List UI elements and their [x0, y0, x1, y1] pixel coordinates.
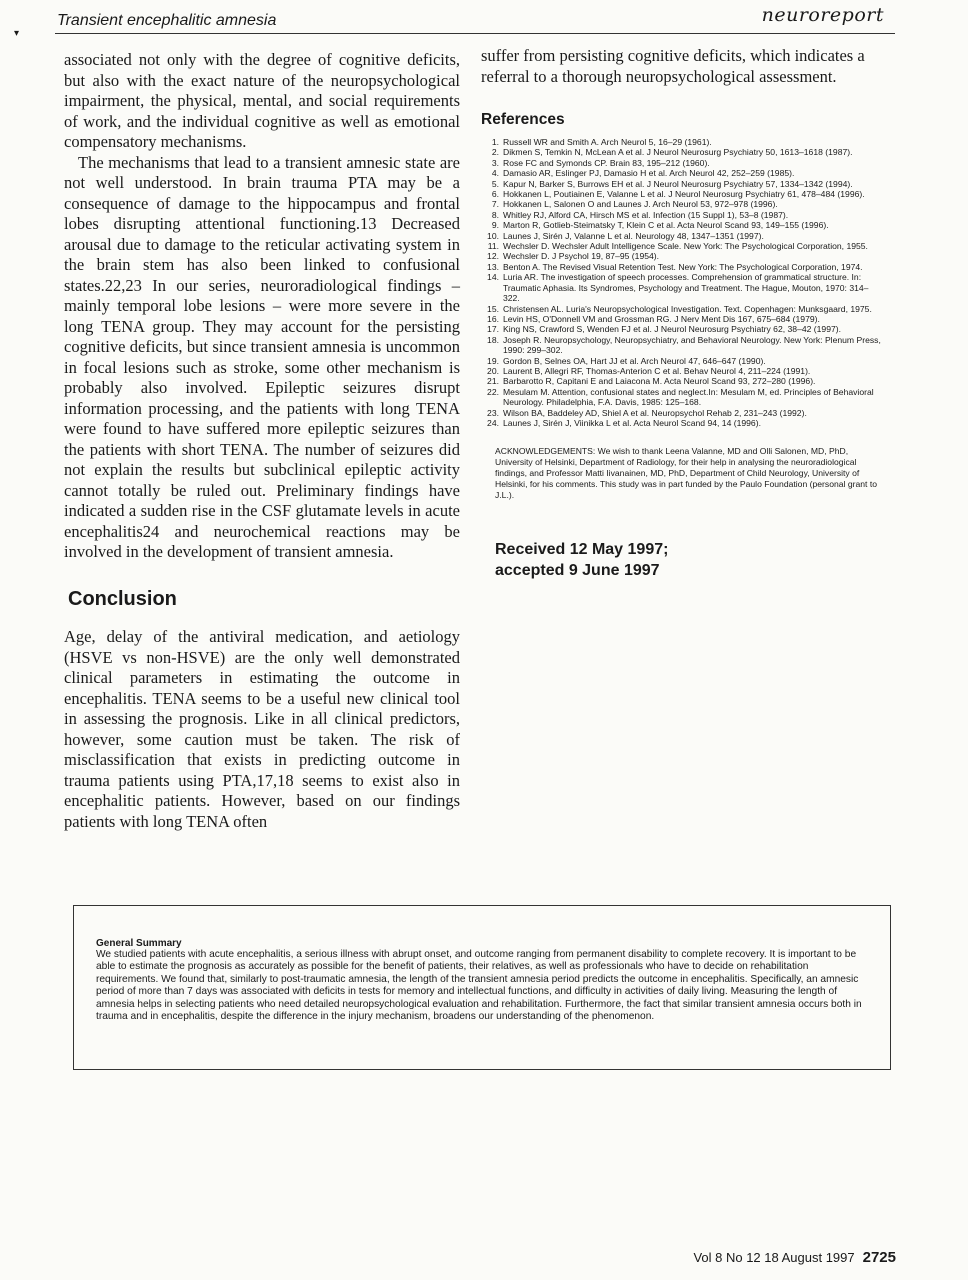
received-dates: [495, 539, 881, 581]
reference-text: Christensen AL. Luria's Neuropsychological Investigation. Text. Copenhagen: Munksgaard, 1975.: [503, 303, 872, 314]
left-column: [64, 50, 460, 832]
reference-number: 8.: [491, 209, 499, 220]
paragraph-2: The mechanisms that lead to a transient amnesic state are not well understood. In brain trauma PTA may be a consequence of damage to the hippocampus and frontal lobes disrupting attentional functioning.13 Decreased arousal due to damage to the reticular activating system in the brain stem has also been linked to confusional states.22,23 In our series, neuroradiological findings – mainly temporal lobe lesions – were more severe in the long TENA group. They may account for the persisting cognitive deficits, but since transient amnesia is uncommon in focal lesions such as stroke, some other mechanism is probably also involved. Epileptic seizures disrupt information processing, and the patients with long TENA were found to have suffered more epileptic seizures than the patients with short TENA. The number of seizures did not explain the results but subclinical epileptic activity cannot totally be ruled out. Preliminary findings have indicated a sudden rise in the CSF glutamate levels in acute encephalitis24 and neurochemical reactions may be involved in the development of transient amnesia.: [64, 152, 460, 561]
paragraph-1: associated not only with the degree of cognitive deficits, but also with the exact nature of the neuropsychological impairment, the physical, mental, and social requirements of work, and the individual cognitive as well as emotional compensatory mechanisms.: [64, 50, 460, 151]
reference-text: Joseph R. Neuropsychology, Neuropsychiatry, and Behavioral Neurology. New York: Plenum Press, 1990: 299–302.: [503, 334, 881, 356]
reference-item: [481, 137, 881, 147]
reference-item: [481, 147, 881, 157]
reference-text: Russell WR and Smith A. Arch Neurol 5, 16–29 (1961).: [503, 137, 712, 147]
reference-text: Damasio AR, Eslinger PJ, Damasio H et al. Arch Neurol 42, 252–259 (1985).: [503, 168, 795, 179]
reference-text: Laurent B, Allegri RF, Thomas-Anterion C et al. Behav Neurol 4, 211–224 (1991).: [503, 365, 811, 376]
general-summary-box: [73, 905, 891, 1070]
reference-list: [481, 137, 881, 428]
reference-number: 14.: [487, 272, 499, 283]
reference-number: 18.: [487, 334, 499, 345]
summary-heading: General Summary: [96, 938, 182, 949]
reference-item: [481, 324, 881, 334]
reference-number: 11.: [487, 241, 499, 252]
reference-item: [481, 241, 881, 251]
reference-number: 12.: [487, 251, 499, 262]
reference-item: [481, 189, 881, 199]
header-rule: [55, 33, 895, 34]
reference-text: Wechsler D. Wechsler Adult Intelligence Scale. New York: The Psychological Corporation, 1955.: [503, 241, 868, 252]
reference-text: Hokkanen L, Poutiainen E, Valanne L et al. J Neurol Neurosurg Psychiatry 61, 478–484 (1996).: [503, 189, 865, 200]
reference-number: 24.: [487, 417, 499, 428]
reference-number: 21.: [487, 376, 499, 387]
reference-item: [481, 376, 881, 386]
reference-number: 5.: [491, 178, 499, 189]
acknowledgements: ACKNOWLEDGEMENTS: We wish to thank Leena Valanne, MD and Olli Salonen, MD, PhD, University of Helsinki, Department of Radiology, for their help in analysing the neuroradiological findings, and Professor Matti Iivanainen, MD, PhD, Department of Child Neurology, University of Helsinki, for his comments. This study was in part funded by the Paulo Foundation (personal grant to J.L.).: [495, 446, 877, 501]
reference-number: 20.: [487, 365, 499, 376]
reference-item: [481, 408, 881, 418]
reference-number: 23.: [487, 407, 499, 418]
reference-item: [481, 366, 881, 376]
reference-item: [481, 168, 881, 178]
reference-number: 2.: [491, 147, 499, 158]
accepted-date: accepted 9 June 1997: [495, 562, 660, 580]
reference-text: Rose FC and Symonds CP. Brain 83, 195–212 (1960).: [503, 157, 710, 168]
received-date: Received 12 May 1997;: [495, 541, 669, 559]
reference-text: Kapur N, Barker S, Burrows EH et al. J Neurol Neurosurg Psychiatry 57, 1334–1342 (1994).: [503, 178, 853, 189]
reference-text: Gordon B, Selnes OA, Hart JJ et al. Arch Neurol 47, 646–647 (1990).: [503, 355, 766, 366]
reference-item: [481, 220, 881, 230]
reference-text: Wechsler D. J Psychol 19, 87–95 (1954).: [503, 251, 660, 262]
reference-item: [481, 304, 881, 314]
reference-number: 1.: [491, 137, 499, 147]
reference-text: Wilson BA, Baddeley AD, Shiel A et al. Neuropsychol Rehab 2, 231–243 (1992).: [503, 407, 807, 418]
reference-text: Luria AR. The investigation of speech processes. Comprehension of grammatical structure. In: Traumatic Aphasia. Its Syndromes, Psychology and Treatment. The Hague, Mouton, 1970: 314–322.: [503, 272, 869, 304]
running-title: Transient encephalitic amnesia: [57, 12, 277, 29]
reference-text: Mesulam M. Attention, confusional states and neglect.In: Mesulam M, ed. Principles of Behavioral Neurology. Philadelphia, F.A. Davis, 1985: 125–168.: [503, 386, 874, 408]
reference-item: [481, 418, 881, 428]
reference-text: Hokkanen L, Salonen O and Launes J. Arch Neurol 53, 972–978 (1996).: [503, 199, 778, 210]
reference-item: [481, 356, 881, 366]
reference-text: Whitley RJ, Alford CA, Hirsch MS et al. Infection (15 Suppl 1), 53–8 (1987).: [503, 209, 789, 220]
reference-number: 7.: [491, 199, 499, 210]
reference-number: 17.: [487, 324, 499, 335]
reference-number: 19.: [487, 355, 499, 366]
reference-number: 10.: [487, 230, 499, 241]
reference-item: [481, 158, 881, 168]
reference-text: Benton A. The Revised Visual Retention Test. New York: The Psychological Corporation, 1974.: [503, 261, 863, 272]
reference-text: Marton R, Gotlieb-Steimatsky T, Klein C et al. Acta Neurol Scand 93, 149–155 (1996).: [503, 220, 829, 231]
summary-text: We studied patients with acute encephalitis, a serious illness with abrupt onset, and outcome ranging from permanent disability to complete recovery. It is important to be able to estimate the prognosis as accurately as possible for the benefit of patients, their relatives, as well as professionals who have to decide on rehabilitation requirements. We found that, similarly to post-traumatic amnesia, the length of the transient amnesia period predicts the outcome in encephalitis. Specifically, an amnesic period of more than 7 days was associated with deficits in tests for memory and intellectual functions, and difficulty in activities of daily living. Measuring the length of amnesia helps in selecting patients who need detailed neuropsychological evaluation and rehabilitation. Furthermore, the fact that similar transient amnesia occurs both in trauma and in encephalitis, despite the difference in the injury mechanism, broadens our understanding of the phenomenon.: [96, 949, 862, 1023]
reference-number: 15.: [487, 303, 499, 314]
references-heading: References: [481, 111, 565, 128]
reference-item: [481, 387, 881, 408]
page-number: 2725: [862, 1249, 896, 1266]
reference-item: [481, 262, 881, 272]
reference-item: [481, 272, 881, 303]
reference-item: [481, 335, 881, 356]
journal-name: neuroreport: [761, 4, 884, 26]
reference-item: [481, 231, 881, 241]
reference-number: 9.: [491, 220, 499, 231]
reference-number: 16.: [487, 313, 499, 324]
reference-item: [481, 210, 881, 220]
conclusion-text: Age, delay of the antiviral medication, and aetiology (HSVE vs non-HSVE) are the only well demonstrated clinical parameters in estimating the outcome in encephalitis. TENA seems to be a useful new clinical tool in assessing the prognosis. Like in all clinical predictors, however, some caution must be taken. The risk of misclassification that exists in predicting outcome in trauma patients using PTA,17,18 seems to exist also in encephalitic patients. However, based on our findings patients with long TENA often: [64, 627, 460, 831]
reference-number: 13.: [487, 261, 499, 272]
reference-item: [481, 199, 881, 209]
continuation-text: suffer from persisting cognitive deficits, which indicates a referral to a thorough neuropsychological assessment.: [481, 46, 865, 86]
reference-number: 3.: [491, 157, 499, 168]
right-column: [481, 46, 881, 581]
reference-item: [481, 251, 881, 261]
footer: [693, 1249, 896, 1266]
reference-text: Barbarotto R, Capitani E and Laiacona M. Acta Neurol Scand 93, 272–280 (1996).: [503, 376, 816, 387]
reference-number: 4.: [491, 168, 499, 179]
conclusion-heading: Conclusion: [68, 587, 177, 610]
issue-info: Vol 8 No 12 18 August 1997: [693, 1250, 855, 1265]
reference-text: Levin HS, O'Donnell VM and Grossman RG. J Nerv Ment Dis 167, 675–684 (1979).: [503, 313, 820, 324]
reference-number: 6.: [491, 189, 499, 200]
reference-item: [481, 179, 881, 189]
reference-number: 22.: [487, 386, 499, 397]
reference-text: Launes J, Sirén J, Valanne L et al. Neurology 48, 1347–1351 (1997).: [503, 230, 764, 241]
reference-item: [481, 314, 881, 324]
corner-mark: ▾: [14, 28, 20, 39]
reference-text: Launes J, Sirén J, Viinikka L et al. Acta Neurol Scand 94, 14 (1996).: [503, 417, 761, 428]
reference-text: King NS, Crawford S, Wenden FJ et al. J Neurol Neurosurg Psychiatry 62, 38–42 (1997).: [503, 324, 842, 335]
reference-text: Dikmen S, Temkin N, McLean A et al. J Neurol Neurosurg Psychiatry 50, 1613–1618 (1987).: [503, 147, 853, 158]
